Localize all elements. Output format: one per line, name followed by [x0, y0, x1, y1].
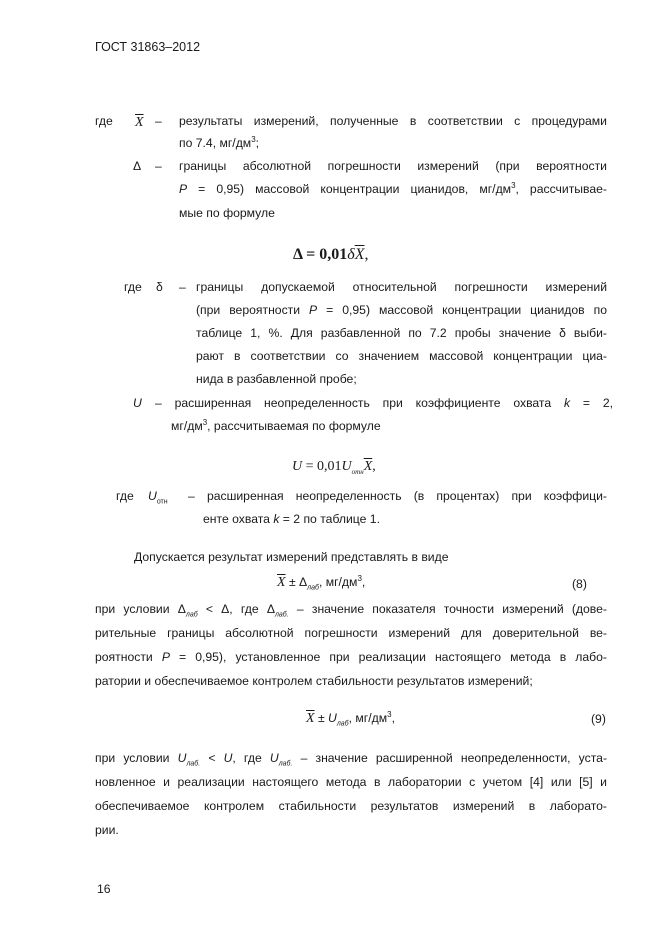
u-symbol: U — [133, 396, 142, 410]
x-definition-line-2: по 7.4, $мг/дм^3$; — [179, 134, 260, 150]
dash: – — [155, 159, 162, 173]
formula-u: $U = 0,01U_{отн}\overline{X}$, — [292, 459, 376, 476]
x-definition-line-1: результаты измерений, полученные в соответствии с процедурами — [179, 114, 607, 128]
paragraph-line: обеспечиваемое контролем стабильности результатов измерений в лаборато- — [95, 799, 607, 813]
delta-small-definition-line-1: границы допускаемой относительной погрешности измерений — [196, 280, 607, 294]
u-rel-definition-line-1: – расширенная неопределенность (в процентах) при коэффици- — [188, 489, 607, 503]
paragraph-line: рительные границы абсолютной погрешности измерений для доверительной ве- — [95, 626, 607, 640]
paragraph-line: при условии $U_{лаб.} < U$, где $U_{лаб.}$ – значение расширенной неопределенности, уста- — [95, 751, 608, 768]
dash: – — [155, 114, 162, 128]
formula-9: $\overline{X} \pm U_{лаб}$, $мг/дм^3$, — [306, 709, 395, 728]
delta-small-definition-line-5: нида в разбавленной пробе; — [196, 372, 357, 386]
paragraph-line: ратории и обеспечиваемое контролем стабильности результатов измерений; — [95, 674, 533, 688]
x-bar-symbol: $\overline{X}$ — [135, 115, 144, 130]
paragraph: Допускается результат измерений представлять в виде — [134, 550, 449, 564]
equation-number-9: (9) — [591, 712, 606, 726]
delta-definition-line-2: P = 0,95) массовой концентрации цианидов, $мг/дм^3$, рассчитывае- — [179, 180, 607, 196]
where-label: где — [124, 280, 142, 294]
where-label: где — [95, 114, 113, 128]
delta-definition-line-1: границы абсолютной погрешности измерений (при вероятности — [179, 159, 607, 173]
u-definition-line-1: – расширенная неопределенность при коэффициенте охвата k = 2, — [155, 396, 613, 410]
u-definition-line-2: $мг/дм^3$, рассчитываемая по формуле — [171, 417, 381, 433]
formula-delta: $\Delta = 0,01\delta\overline{X}$, — [293, 246, 369, 263]
paragraph-line: рии. — [95, 823, 119, 837]
delta-small-symbol: δ — [156, 280, 163, 294]
where-label: где — [116, 489, 134, 503]
paragraph-line: новленное и реализации настоящего метода в лаборатории с учетом [4] или [5] и — [95, 775, 607, 789]
paragraph-line: при условии $\Delta_{лаб} < \Delta$, где $\Delta_{лаб.}$ – значение показателя точности измерений (дове- — [95, 602, 607, 619]
paragraph-line: роятности P = 0,95), установленное при реализации настоящего метода в лабо- — [95, 650, 607, 664]
delta-small-definition-line-2: (при вероятности P = 0,95) массовой концентрации цианидов по — [196, 303, 607, 317]
delta-small-definition-line-3: таблице 1, %. Для разбавленной по 7.2 пробы значение δ выби- — [196, 326, 607, 340]
u-rel-definition-line-2: енте охвата k = 2 по таблице 1. — [203, 512, 380, 526]
formula-8: $\overline{X} \pm \Delta_{лаб}$, $мг/дм^3$, — [277, 573, 366, 592]
page-number: 16 — [97, 882, 111, 896]
delta-small-definition-line-4: рают в соответствии со значением массовой концентрации циа- — [196, 349, 607, 363]
delta-symbol: Δ — [133, 159, 142, 173]
u-rel-symbol: $U_{отн}$ — [148, 489, 168, 506]
dash: – — [179, 280, 186, 294]
equation-number-8: (8) — [572, 577, 587, 591]
doc-code: ГОСТ 31863–2012 — [95, 40, 201, 54]
delta-definition-line-3: мые по формуле — [179, 206, 275, 220]
